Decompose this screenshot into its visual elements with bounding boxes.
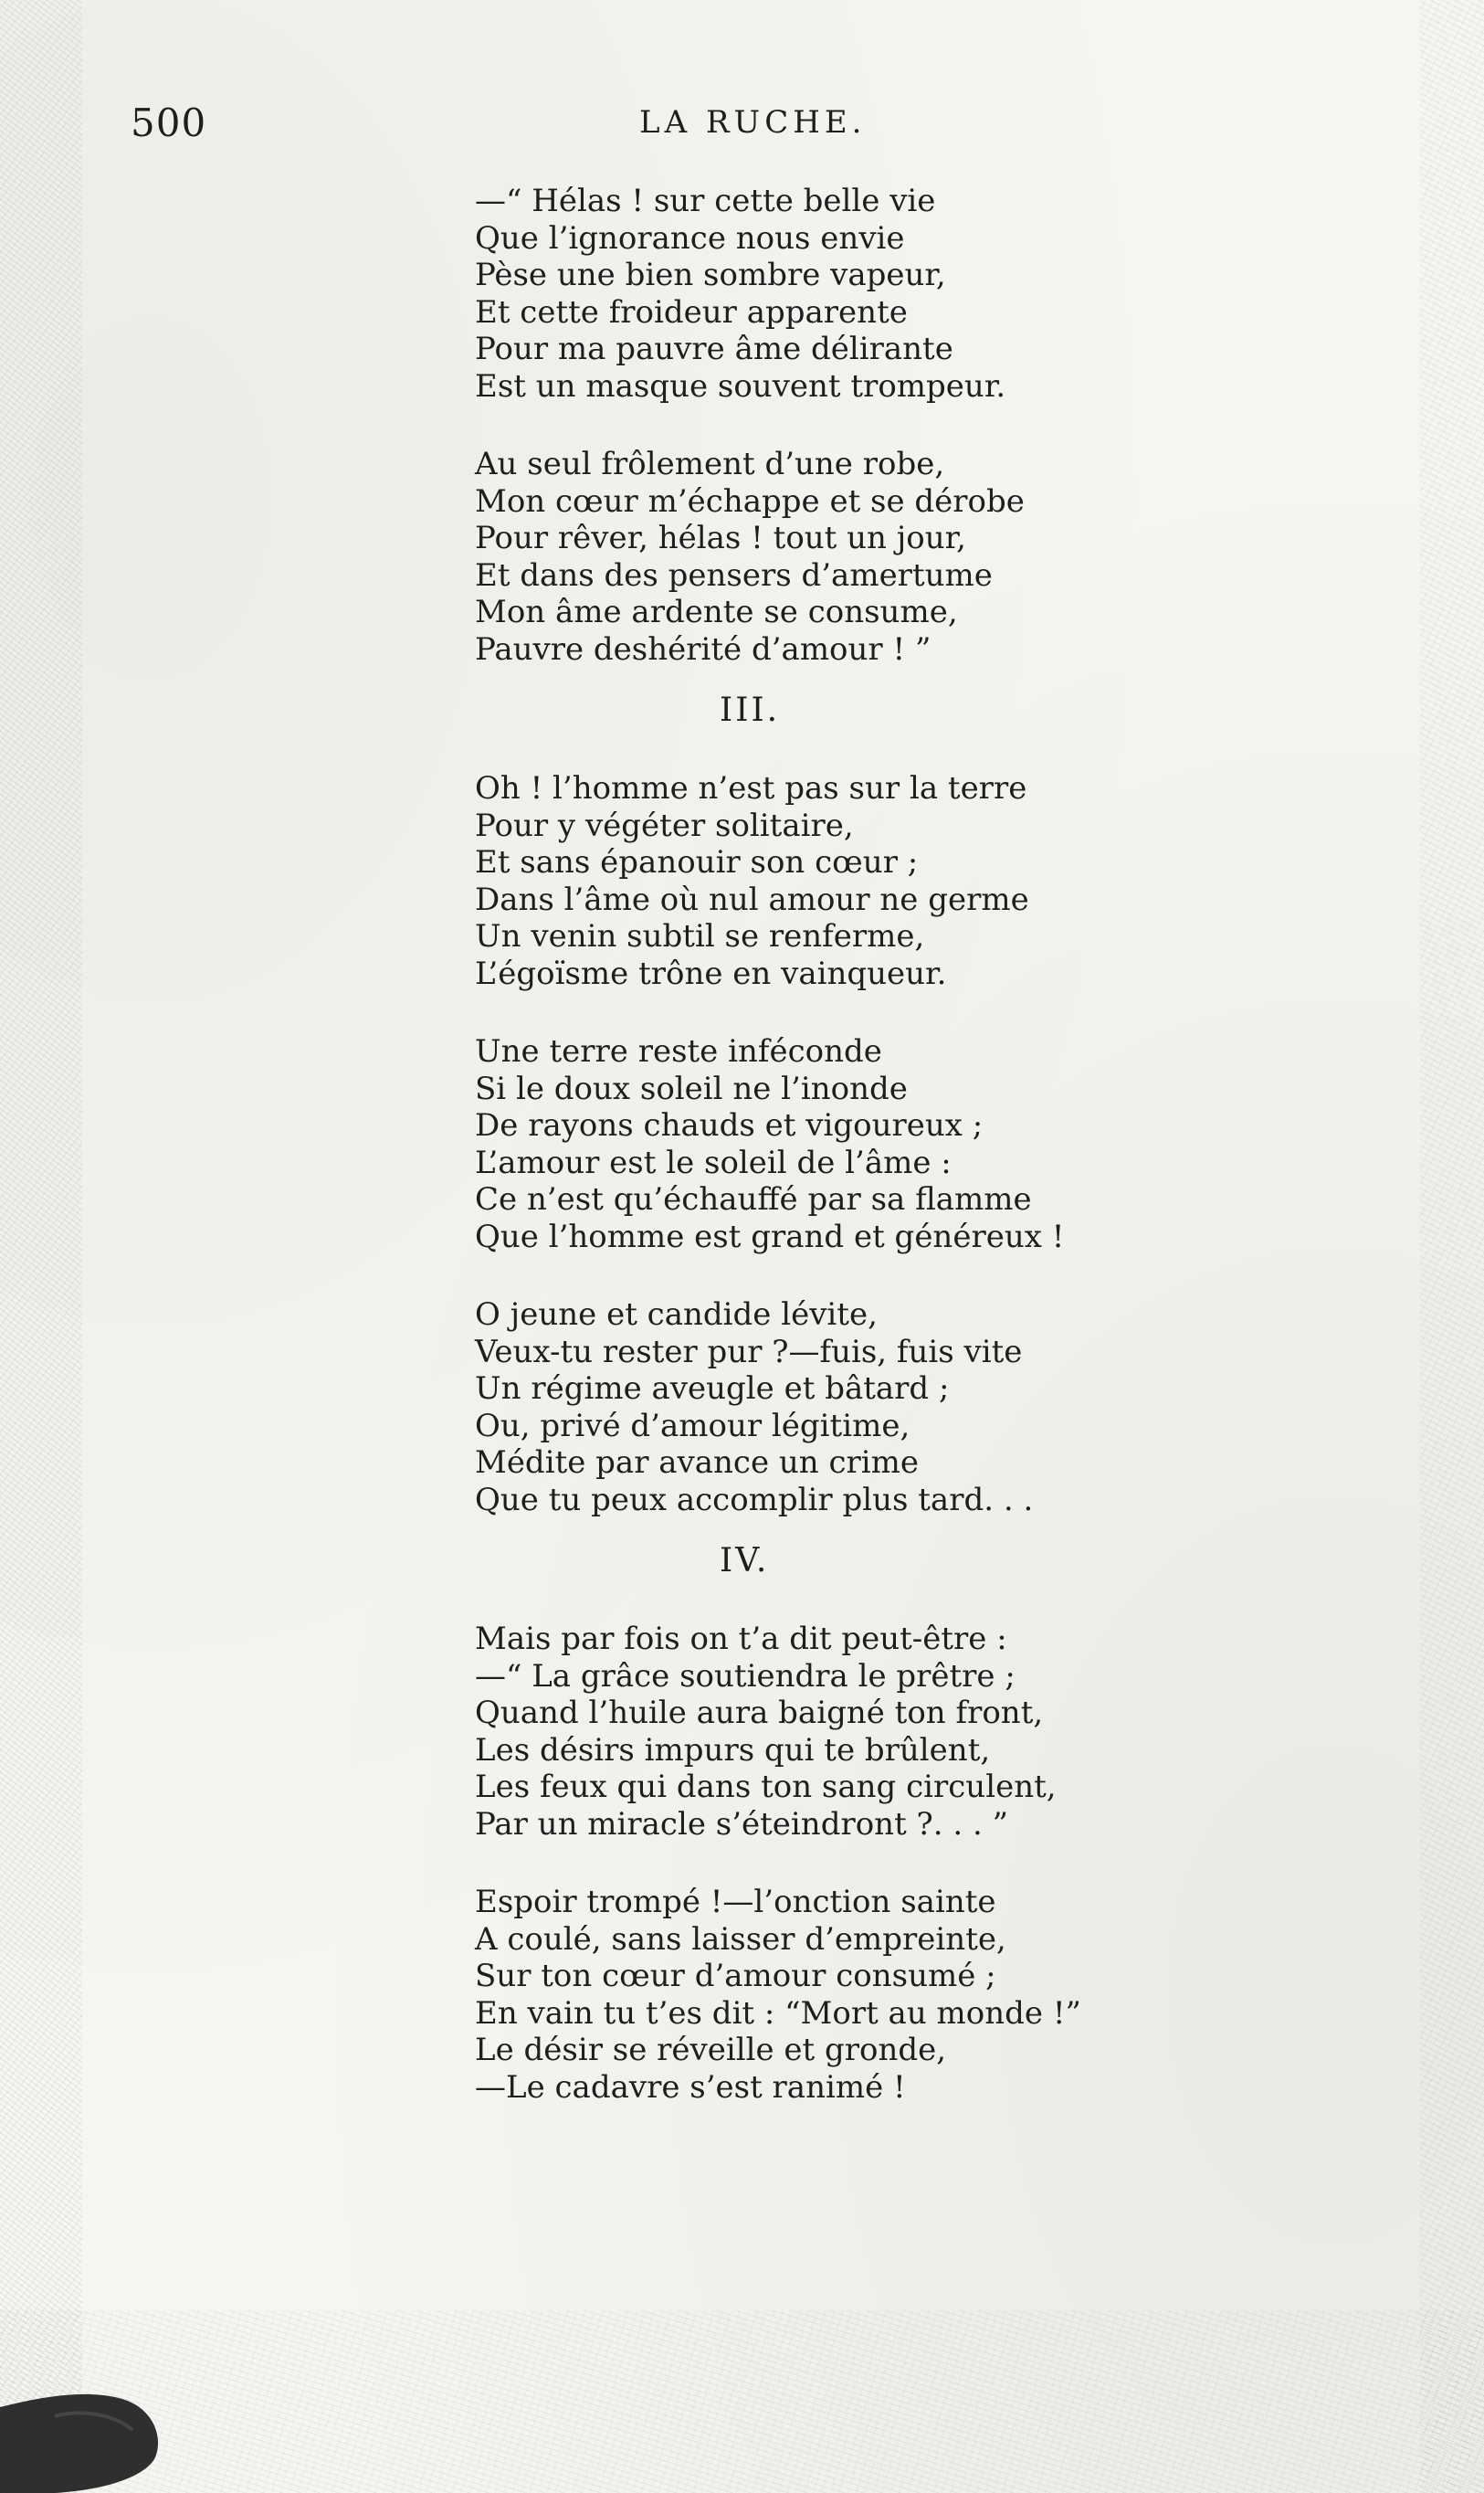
stanza	[475, 1621, 1388, 1843]
verse-line: Espoir trompé !—l’onction sainte	[475, 1884, 996, 1920]
verse-line: Au seul frôlement d’une robe,	[475, 446, 945, 482]
verse-line: En vain tu t’es dit : “Mort au monde !”	[475, 1994, 1081, 2032]
verse-line: Que l’ignorance nous envie	[475, 219, 905, 257]
verse-line: Que tu peux accomplir plus tard. . .	[475, 1481, 1034, 1518]
scan-noise-right	[1420, 0, 1484, 2493]
stanza	[475, 1296, 1388, 1518]
verse-line: —“ Hélas ! sur cette belle vie	[475, 183, 936, 219]
verse-line: Et dans des pensers d’amertume	[475, 556, 993, 594]
verse-line: Pèse une bien sombre vapeur,	[475, 257, 946, 293]
verse-line: L’amour est le soleil de l’âme :	[475, 1144, 952, 1181]
running-head	[0, 100, 1484, 146]
verse-line: Mon âme ardente se consume,	[475, 594, 958, 630]
verse-line: Ce n’est qu’échauffé par sa flamme	[475, 1181, 1032, 1218]
section-heading-iv: IV.	[720, 1542, 770, 1579]
verse-line: Dans l’âme où nul amour ne germe	[475, 881, 1029, 918]
section-heading-iii: III.	[720, 692, 781, 729]
stanza	[475, 1884, 1388, 2106]
verse-line: Les feux qui dans ton sang circulent,	[475, 1769, 1057, 1805]
verse-line: Le désir se réveille et gronde,	[475, 2032, 947, 2068]
page-number: 500	[131, 100, 207, 145]
verse-line: Sur ton cœur d’amour consumé ;	[475, 1958, 996, 1994]
scan-noise-bottom	[0, 2310, 1484, 2493]
verse-line: Quand l’huile aura baigné ton front,	[475, 1695, 1044, 1731]
stanza	[475, 183, 1388, 405]
verse-line: Une terre reste inféconde	[475, 1033, 882, 1070]
verse-line: Un venin subtil se renferme,	[475, 918, 925, 955]
verse-line: L’égoïsme trône en vainqueur.	[475, 955, 947, 992]
verse-line: Les désirs impurs qui te brûlent,	[475, 1731, 991, 1769]
verse-line: Que l’homme est grand et généreux !	[475, 1218, 1065, 1255]
verse-line: Pour ma pauvre âme délirante	[475, 331, 953, 367]
verse-line: Est un masque souvent trompeur.	[475, 367, 1006, 405]
verse-line: Mais par fois on t’a dit peut-être :	[475, 1621, 1007, 1657]
verse-line: Pour y végéter solitaire,	[475, 807, 854, 844]
verse-line: Veux-tu rester pur ?—fuis, fuis vite	[475, 1333, 1023, 1370]
verse-line: Ou, privé d’amour légitime,	[475, 1407, 910, 1444]
verse-line: A coulé, sans laisser d’empreinte,	[475, 1920, 1006, 1958]
verse-line: Pauvre deshérité d’amour ! ”	[475, 630, 931, 668]
verse-line: Un régime aveugle et bâtard ;	[475, 1370, 950, 1407]
stanza	[475, 770, 1388, 992]
verse-line: Par un miracle s’éteindront ?. . . ”	[475, 1805, 1009, 1843]
thumb-shadow	[0, 2361, 164, 2493]
journal-title: LA RUCHE.	[639, 104, 867, 141]
verse-line: O jeune et candide lévite,	[475, 1296, 878, 1333]
verse-line: Si le doux soleil ne l’inonde	[475, 1070, 908, 1107]
verse-line: —Le cadavre s’est ranimé !	[475, 2068, 906, 2106]
verse-line: Oh ! l’homme n’est pas sur la terre	[475, 770, 1027, 807]
verse-line: Et cette froideur apparente	[475, 293, 908, 331]
scan-noise-left	[0, 0, 82, 2493]
verse-line: Pour rêver, hélas ! tout un jour,	[475, 520, 966, 556]
verse-line: —“ La grâce soutiendra le prêtre ;	[475, 1657, 1016, 1695]
verse-line: Mon cœur m’échappe et se dérobe	[475, 482, 1025, 520]
verse-line: De rayons chauds et vigoureux ;	[475, 1107, 984, 1144]
verse-line: Et sans épanouir son cœur ;	[475, 844, 919, 881]
stanza	[475, 446, 1388, 668]
verse-line: Médite par avance un crime	[475, 1444, 920, 1481]
poem-body	[475, 183, 1388, 2106]
stanza	[475, 1033, 1388, 1255]
